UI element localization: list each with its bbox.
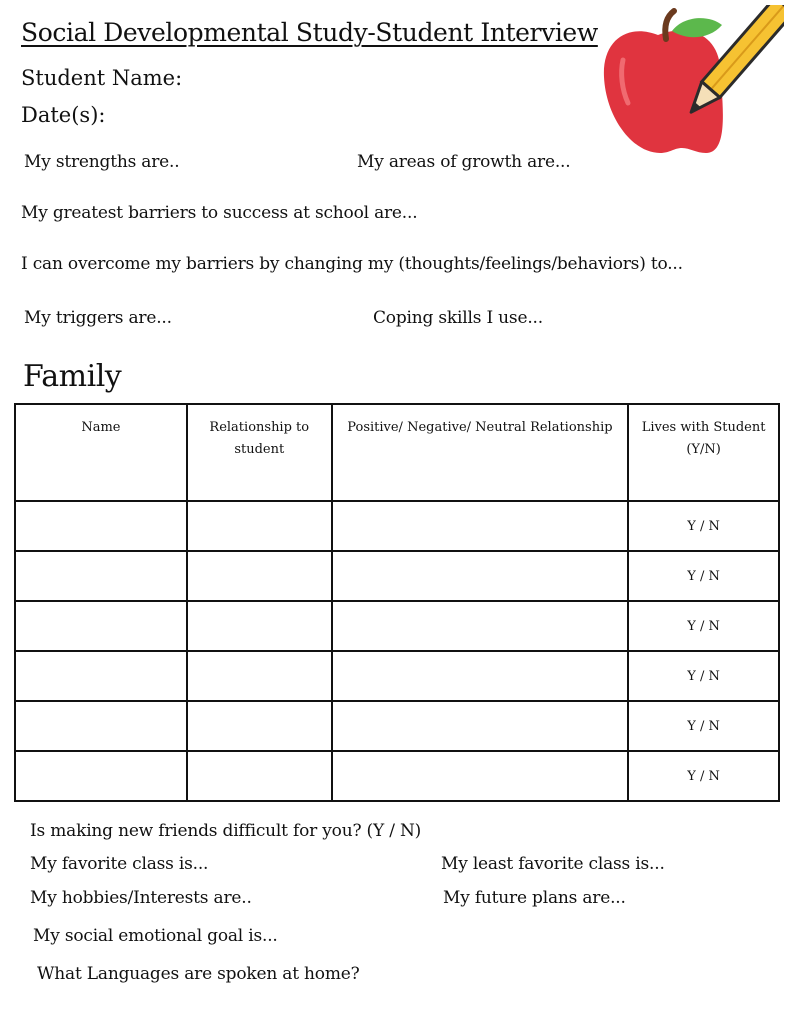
header-name: Name	[15, 404, 187, 501]
header-relationship-line2: student	[234, 442, 285, 457]
table-row	[15, 651, 779, 701]
page-title: Social Developmental Study-Student Interview	[21, 18, 598, 47]
header-lives-line2: (Y/N)	[686, 442, 721, 457]
header-lives-with-student	[628, 404, 779, 501]
relationship-quality-cell[interactable]	[332, 551, 629, 601]
name-cell[interactable]	[15, 751, 187, 801]
goal-prompt: My social emotional goal is...	[33, 926, 278, 946]
student-name-label: Student Name:	[21, 66, 183, 90]
relationship-quality-cell[interactable]	[332, 751, 629, 801]
header-relationship	[187, 404, 332, 501]
lives-with-student-cell[interactable]: Y / N	[628, 551, 779, 601]
table-row	[15, 601, 779, 651]
family-heading: Family	[23, 359, 122, 394]
lives-with-student-cell[interactable]: Y / N	[628, 651, 779, 701]
name-cell[interactable]	[15, 501, 187, 551]
lives-with-student-cell[interactable]: Y / N	[628, 601, 779, 651]
table-row	[15, 701, 779, 751]
name-cell[interactable]	[15, 601, 187, 651]
dates-label: Date(s):	[21, 103, 106, 127]
relationship-cell[interactable]	[187, 751, 332, 801]
relationship-quality-cell[interactable]	[332, 601, 629, 651]
relationship-cell[interactable]	[187, 501, 332, 551]
overcome-prompt: I can overcome my barriers by changing my (thoughts/feelings/behaviors) to...	[21, 254, 683, 274]
relationship-cell[interactable]	[187, 701, 332, 751]
coping-prompt: Coping skills I use...	[373, 308, 543, 328]
relationship-cell[interactable]	[187, 551, 332, 601]
apple-pencil-icon	[598, 5, 784, 157]
header-relationship-line1: Relationship to	[209, 420, 310, 435]
table-header-row	[15, 404, 779, 501]
favorite-class-prompt: My favorite class is...	[30, 854, 209, 874]
least-favorite-class-prompt: My least favorite class is...	[441, 854, 665, 874]
relationship-quality-cell[interactable]	[332, 651, 629, 701]
table-row	[15, 501, 779, 551]
growth-prompt: My areas of growth are...	[357, 152, 571, 172]
name-cell[interactable]	[15, 551, 187, 601]
friends-question: Is making new friends difficult for you? (Y / N)	[30, 821, 422, 841]
triggers-prompt: My triggers are...	[24, 308, 172, 328]
relationship-quality-cell[interactable]	[332, 501, 629, 551]
lives-with-student-cell[interactable]: Y / N	[628, 501, 779, 551]
strengths-prompt: My strengths are..	[24, 152, 180, 172]
hobbies-prompt: My hobbies/Interests are..	[30, 888, 252, 908]
lives-with-student-cell[interactable]: Y / N	[628, 701, 779, 751]
relationship-cell[interactable]	[187, 601, 332, 651]
lives-with-student-cell[interactable]: Y / N	[628, 751, 779, 801]
table-row	[15, 551, 779, 601]
relationship-quality-cell[interactable]	[332, 701, 629, 751]
table-row	[15, 751, 779, 801]
future-plans-prompt: My future plans are...	[443, 888, 626, 908]
name-cell[interactable]	[15, 651, 187, 701]
barriers-prompt: My greatest barriers to success at school are...	[21, 203, 418, 223]
relationship-cell[interactable]	[187, 651, 332, 701]
header-relationship-quality: Positive/ Negative/ Neutral Relationship	[332, 404, 629, 501]
name-cell[interactable]	[15, 701, 187, 751]
family-table	[14, 403, 780, 802]
header-lives-line1: Lives with Student	[641, 420, 766, 435]
languages-question: What Languages are spoken at home?	[37, 964, 360, 984]
